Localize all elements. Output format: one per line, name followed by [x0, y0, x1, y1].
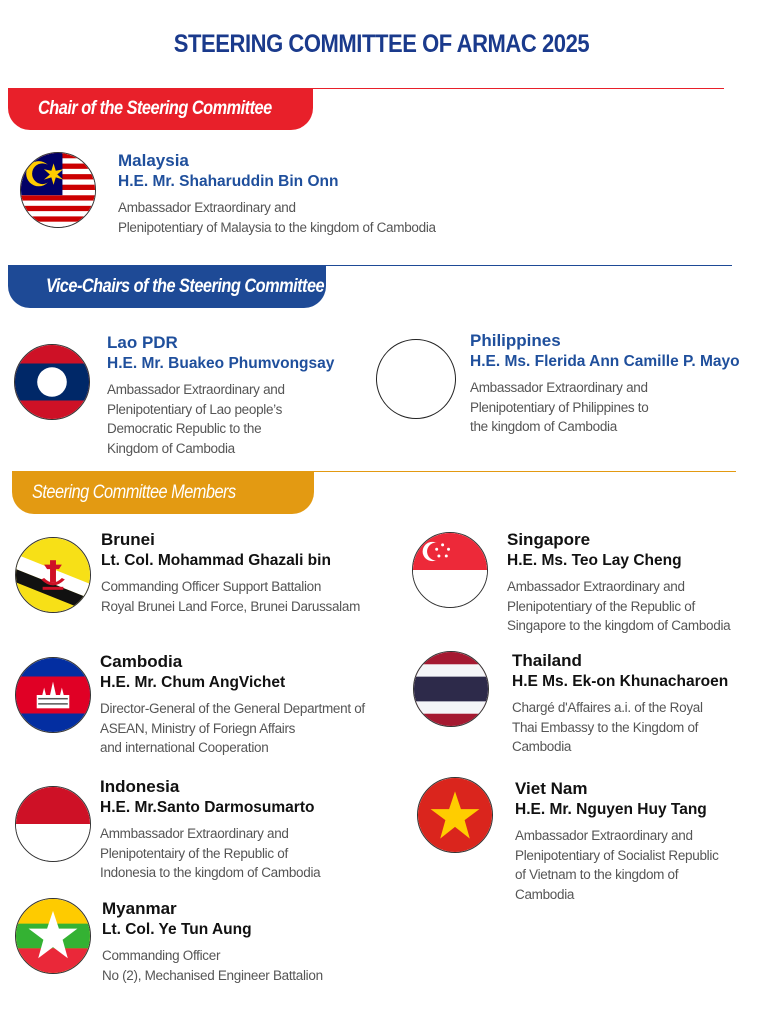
members-section-header: [12, 472, 314, 514]
person-name: H.E. Ms. Flerida Ann Camille P. Mayo: [470, 353, 740, 370]
person-name: H.E. Mr. Shaharuddin Bin Onn: [118, 173, 339, 190]
vice-entry-laos: [107, 333, 334, 458]
person-name: H.E. Mr. Nguyen Huy Tang: [515, 801, 707, 818]
country-name: Thailand: [512, 651, 582, 670]
member-entry-indonesia: [100, 777, 320, 883]
country-name: Viet Nam: [515, 779, 588, 798]
chair-section-label: Chair of the Steering Committee: [38, 98, 272, 119]
vice-section-header: [8, 266, 326, 308]
member-entry-vietnam: [515, 779, 719, 904]
country-name: Myanmar: [102, 899, 177, 918]
laos-flag-icon: [14, 344, 90, 420]
member-entry-myanmar: [102, 899, 323, 985]
member-entry-thailand: [512, 651, 728, 757]
country-name: Brunei: [101, 530, 155, 549]
member-entry-brunei: [101, 530, 360, 616]
country-name: Malaysia: [118, 151, 189, 170]
person-name: H.E. Mr. Chum AngVichet: [100, 674, 286, 691]
indonesia-flag-icon: [15, 786, 91, 862]
person-title: Ammbassador Extraordinary and Plenipotentairy of the Republic of Indonesia to the kingdom of Cambodia: [100, 826, 321, 880]
country-name: Indonesia: [100, 777, 180, 796]
person-title: Ambassador Extraordinary and Plenipotentiary of the Republic of Singapore to the kingdom of Cambodia: [507, 579, 731, 633]
person-name: Lt. Col. Mohammad Ghazali bin: [101, 552, 331, 569]
person-title: Commanding Officer No (2), Mechanised Engineer Battalion: [102, 948, 323, 983]
country-name: Cambodia: [100, 652, 183, 671]
brunei-flag-icon: [15, 537, 91, 613]
person-title: Director-General of the General Department of ASEAN, Ministry of Foriegn Affairs and international Cooperation: [100, 701, 365, 755]
person-name: H.E. Mr.Santo Darmosumarto: [100, 799, 315, 816]
person-name: Lt. Col. Ye Tun Aung: [102, 921, 252, 938]
philippines-flag-placeholder: [376, 339, 456, 419]
person-title: Chargé d'Affaires a.i. of the Royal Thai Embassy to the Kingdom of Cambodia: [512, 700, 703, 754]
chair-section-header: [8, 88, 313, 130]
person-name: H.E Ms. Ek-on Khunacharoen: [512, 673, 729, 690]
cambodia-flag-icon: [15, 657, 91, 733]
person-title: Commanding Officer Support Battalion Royal Brunei Land Force, Brunei Darussalam: [101, 579, 361, 614]
vietnam-flag-icon: [417, 777, 493, 853]
member-entry-singapore: [507, 530, 730, 636]
country-name: Singapore: [507, 530, 591, 549]
page-title: STEERING COMMITTEE OF ARMAC 2025: [173, 30, 590, 58]
vice-entry-philippines: [470, 331, 740, 437]
person-title: Ambassador Extraordinary and Plenipotentiary of Lao people’s Democratic Republic to the Kingdom of Cambodia: [107, 382, 285, 456]
person-title: Ambassador Extraordinary and Plenipotentiary of Malaysia to the kingdom of Cambodia: [118, 200, 436, 235]
thailand-flag-icon: [413, 651, 489, 727]
country-name: Lao PDR: [107, 333, 178, 352]
country-name: Philippines: [470, 331, 561, 350]
malaysia-flag-icon: [20, 152, 96, 228]
members-section-label: Steering Committee Members: [32, 482, 236, 503]
chair-entry: [118, 151, 436, 237]
person-name: H.E. Ms. Teo Lay Cheng: [507, 552, 682, 569]
member-entry-cambodia: [100, 652, 365, 758]
myanmar-flag-icon: [15, 898, 91, 974]
singapore-flag-icon: [412, 532, 488, 608]
vice-section-label: Vice-Chairs of the Steering Committee: [46, 276, 325, 297]
person-title: Ambassador Extraordinary and Plenipotentiary of Philippines to the kingdom of Cambodia: [470, 380, 649, 434]
person-name: H.E. Mr. Buakeo Phumvongsay: [107, 355, 335, 372]
person-title: Ambassador Extraordinary and Plenipotentiary of Socialist Republic of Vietnam to the kingdom of Cambodia: [515, 828, 719, 902]
